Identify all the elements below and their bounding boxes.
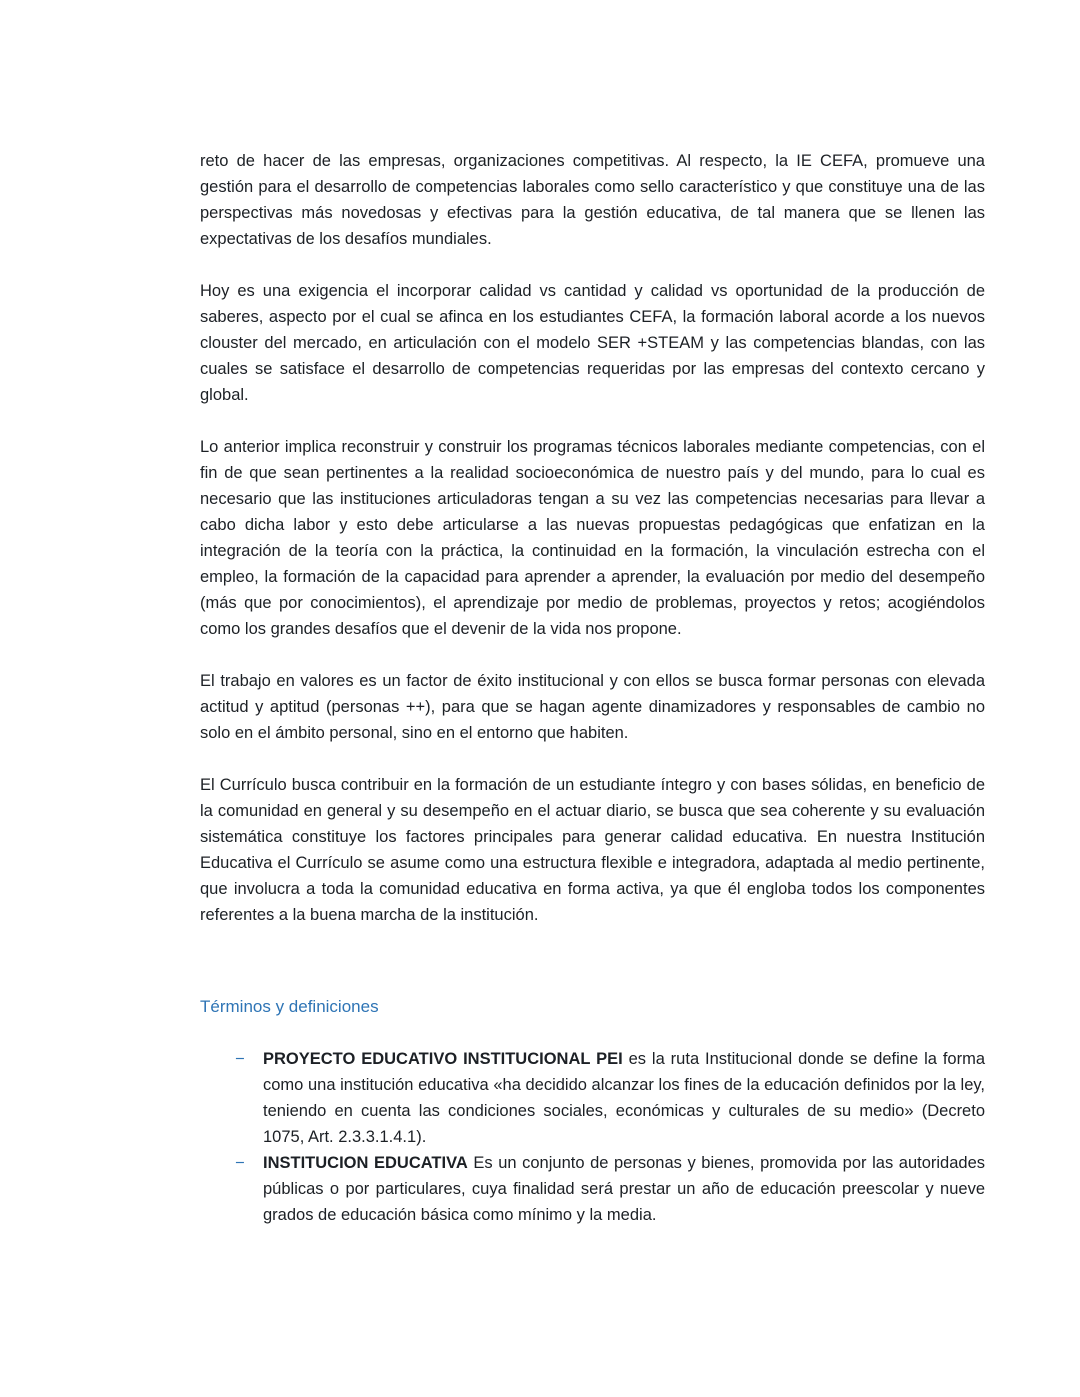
- paragraph-4: El trabajo en valores es un factor de éxito institucional y con ellos se busca formar personas con elevada actitud y aptitud (personas ++), para que se hagan agente dinamizadores y responsables de cambio no solo en el ámbito personal, sino en el entorno que habiten.: [200, 672, 985, 742]
- paragraph-3: Lo anterior implica reconstruir y construir los programas técnicos laborales mediante competencias, con el fin de que sean pertinentes a la realidad socioeconómica de nuestro país y del mundo, para lo cual es necesario que las instituciones articuladoras tengan a su vez las competencias necesarias para llevar a cabo dicha labor y esto debe articularse a las nuevas propuestas pedagógicas que enfatizan en la integración de la teoría con la práctica, la continuidad en la formación, la vinculación estrecha con el empleo, la formación de la capacidad para aprender a aprender, la evaluación por medio del desempeño (más que por conocimientos), el aprendizaje por medio de problemas, proyectos y retos; acogiéndolos como los grandes desafíos que el devenir de la vida nos propone.: [200, 438, 985, 638]
- list-item-institucion-educativa: [235, 1150, 985, 1228]
- dash-bullet-icon: −: [235, 1050, 245, 1068]
- paragraph-5: El Currículo busca contribuir en la formación de un estudiante íntegro y con bases sólidas, en beneficio de la comunidad en general y su desempeño en el actuar diario, se busca que sea coherente y su evaluación sistemática constituye los factores principales para generar calidad educativa. En nuestra Institución Educativa el Currículo se asume como una estructura flexible e integradora, adaptada al medio pertinente, que involucra a toda la comunidad educativa en forma activa, ya que él engloba todos los componentes referentes a la buena marcha de la institución.: [200, 776, 985, 924]
- definition-body: [263, 1046, 985, 1150]
- definition-text: es la ruta Institucional donde se define la forma como una institución educativa «ha decidido alcanzar los fines de la educación definidos por la ley, teniendo en cuenta las condiciones sociales, económicas y culturales de su medio» (Decreto 1075, Art. 2.3.3.1.4.1).: [263, 1050, 985, 1146]
- list-item-pei: [235, 1046, 985, 1150]
- definitions-list: [200, 1046, 985, 1228]
- definition-text: Es un conjunto de personas y bienes, promovida por las autoridades públicas o por particulares, cuya finalidad será prestar un año de educación preescolar y nueve grados de educación básica como mínimo y la media.: [263, 1154, 985, 1224]
- definition-body: [263, 1150, 985, 1228]
- paragraph-2: Hoy es una exigencia el incorporar calidad vs cantidad y calidad vs oportunidad de la producción de saberes, aspecto por el cual se afinca en los estudiantes CEFA, la formación laboral acorde a los nuevos clouster del mercado, en articulación con el modelo SER +STEAM y las competencias blandas, con las cuales se satisface el desarrollo de competencias requeridas por las empresas del contexto cercano y global.: [200, 282, 985, 404]
- definition-term: INSTITUCION EDUCATIVA: [263, 1154, 468, 1172]
- dash-bullet-icon: −: [235, 1154, 245, 1172]
- paragraph-1: reto de hacer de las empresas, organizaciones competitivas. Al respecto, la IE CEFA, promueve una gestión para el desarrollo de competencias laborales como sello característico y que constituye una de las perspectivas más novedosas y efectivas para la gestión educativa, de tal manera que se llenen las expectativas de los desafíos mundiales.: [200, 152, 985, 248]
- section-heading-terms-definitions: Términos y definiciones: [200, 997, 379, 1016]
- definition-term: PROYECTO EDUCATIVO INSTITUCIONAL PEI: [263, 1050, 623, 1068]
